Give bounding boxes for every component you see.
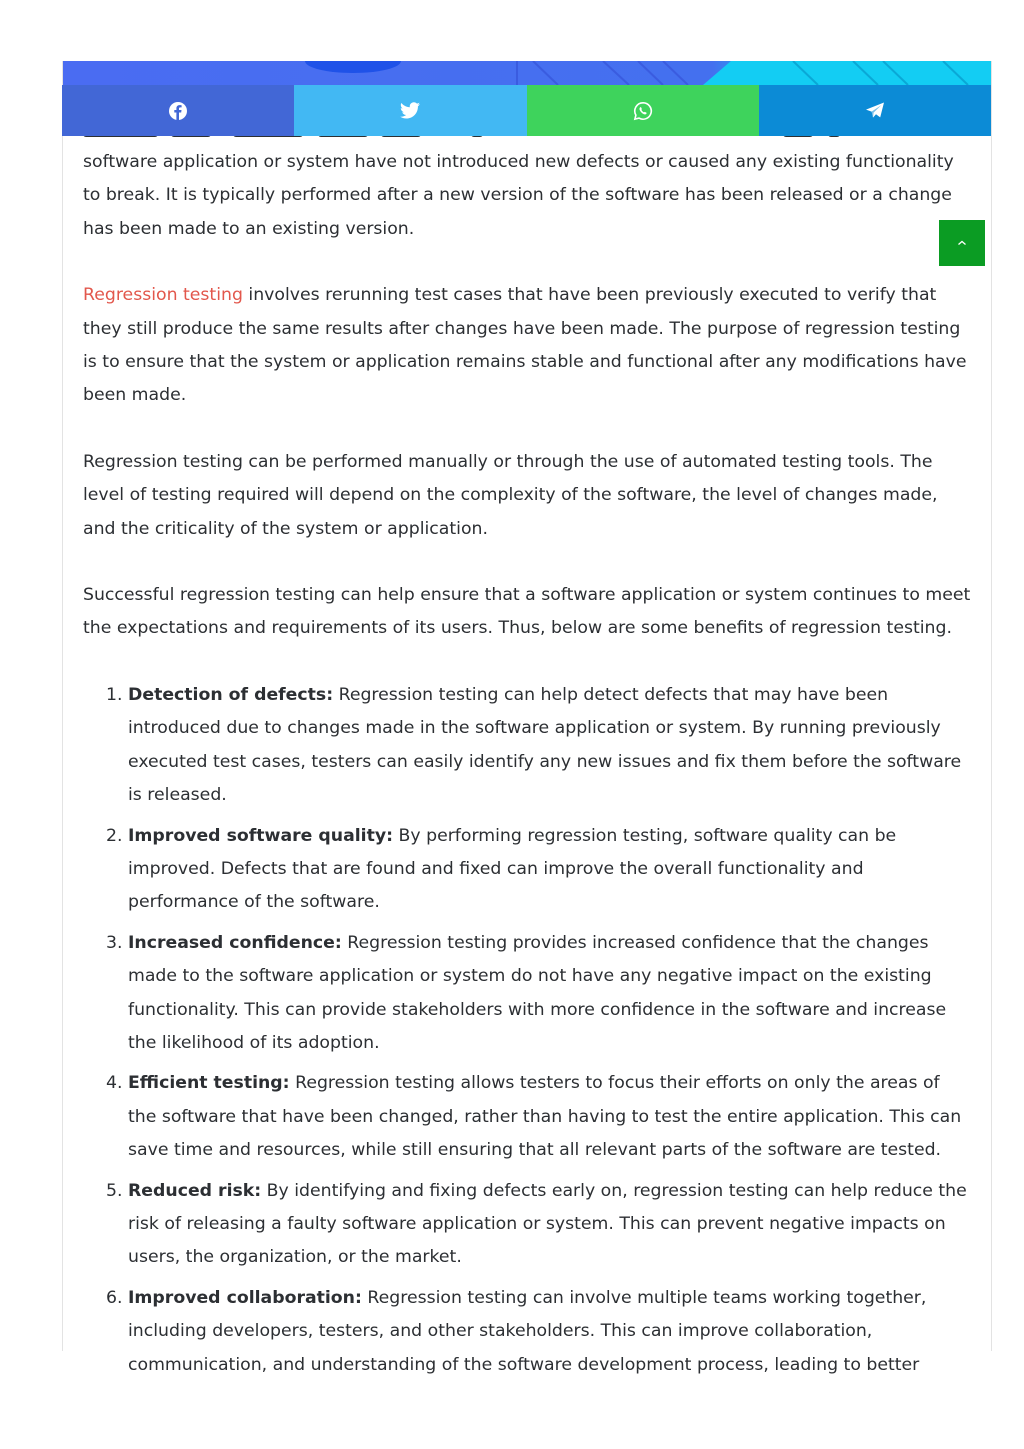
benefit-text: Regression testing can help detect defects that may have been introduced due to changes made in the software application or system. By running previously executed test cases, testers can easily identify any new issues and fix them before the software is released. (128, 684, 962, 806)
benefit-text: By identifying and fixing defects early on, regression testing can help reduce the risk of releasing a faulty software application or system. This can prevent negative impacts on users, the organization, or the market. (128, 1180, 967, 1268)
whatsapp-icon (633, 101, 653, 121)
article-body (83, 146, 973, 1389)
intro-paragraph: software application or system have not introduced new defects or caused any existing functionality to break. It is typically performed after a new version of the software has been released or a change has been made to an existing version. (83, 152, 954, 239)
regression-testing-link[interactable]: Regression testing (83, 285, 243, 306)
list-item (128, 1067, 973, 1167)
scroll-to-top-button[interactable] (939, 220, 985, 266)
benefit-text: Regression testing allows testers to focus their efforts on only the areas of the software that have been changed, rather than having to test the entire application. This can save time and resources, while still ensuring that all relevant parts of the software are tested. (128, 1073, 962, 1161)
benefit-title: Reduced risk: (128, 1180, 262, 1201)
list-item (128, 1175, 973, 1275)
regression-definition-paragraph (83, 279, 973, 413)
benefit-title: Increased confidence: (128, 932, 342, 953)
benefit-title: Improved collaboration: (128, 1287, 362, 1308)
twitter-icon (400, 102, 420, 119)
methods-paragraph: Regression testing can be performed manually or through the use of automated testing tools. The level of testing required will depend on the complexity of the software, the level of changes made, and the criticality of the system or application. (83, 451, 938, 539)
telegram-share-button[interactable] (759, 85, 991, 136)
benefit-title: Efficient testing: (128, 1073, 290, 1094)
benefit-title: Improved software quality: (128, 825, 394, 846)
list-item (128, 679, 973, 813)
list-item (128, 1282, 973, 1382)
twitter-share-button[interactable] (294, 85, 526, 136)
chevron-up-icon (956, 239, 968, 247)
facebook-icon (168, 101, 188, 121)
benefit-text: Regression testing provides increased confidence that the changes made to the software application or system do not have any negative impact on the existing functionality. This can provide stakeholders with more confidence in the software and increase the likelihood of its adoption. (128, 932, 947, 1053)
telegram-icon (865, 101, 885, 121)
list-item (128, 927, 973, 1061)
clipped-text-line (83, 136, 843, 140)
list-item (128, 820, 973, 920)
benefit-text: Regression testing can involve multiple teams working together, including developers, testers, and other stakeholders. This can improve collaboration, communication, and understanding of the software development process, leading to better (128, 1287, 927, 1375)
paragraph-text: involves rerunning test cases that have been previously executed to verify that they still produce the same results after changes have been made. The purpose of regression testing is to ensure that the system or application remains stable and functional after any modifications have been made. (83, 285, 967, 406)
benefit-text: By performing regression testing, software quality can be improved. Defects that are found and fixed can improve the overall functionality and performance of the software. (128, 825, 897, 913)
benefits-intro-paragraph: Successful regression testing can help ensure that a software application or system continues to meet the expectations and requirements of its users. Thus, below are some benefits of regression testing. (83, 585, 971, 639)
whatsapp-share-button[interactable] (527, 85, 759, 136)
benefit-title: Detection of defects: (128, 684, 334, 705)
benefits-list (83, 679, 973, 1382)
share-bar (62, 85, 991, 136)
facebook-share-button[interactable] (62, 85, 294, 136)
